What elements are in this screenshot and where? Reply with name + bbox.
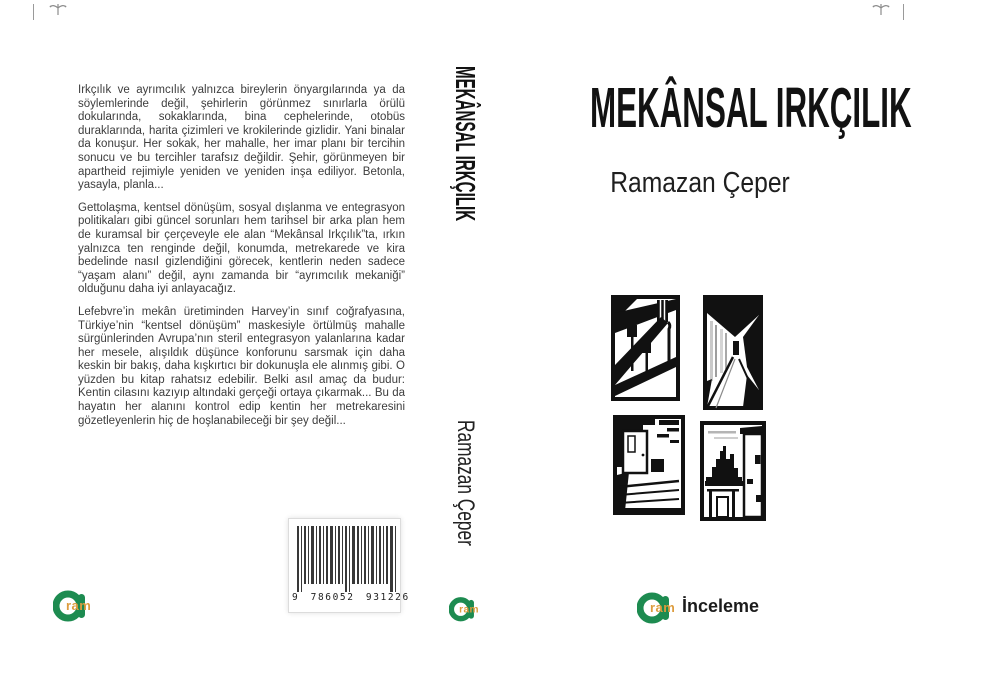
blurb-paragraph: Gettolaşma, kentsel dönüşüm, sosyal dışlanma ve entegrasyon politikaları gibi güncel sorunları hem tarihsel bir arka plan hem de kuramsal bir çerçeveyle ele alan “Mekânsal Irkçılık”ta, ırkın yalnızca ten renginde değil, konumda, metrekarede ve kira bedelinde nasıl gizlendiğini görecek, kentlerin neden sadece “yaşam alanı” değil, aynı zamanda bir “ayrımcılık mekaniği” olduğunu daha iyi anlayacağız. <box>78 201 405 296</box>
spine-title: MEKÂNSAL IRKÇILIK <box>450 66 481 222</box>
blurb-paragraph: Irkçılık ve ayrımcılık yalnızca bireylerin önyargılarında ya da söylemlerinde değil, şehirlerin görünmez sınırlarla örülü dokularında, sokaklarında, bina cephelerinde, otobüs duraklarında, harita çizimleri ve krokilerinde gizlidir. Yani binalar da konuşur. Her sokak, her mahalle, her imar planı bir tercihin sonucu ve bu tercihler tarafsız değildir. Şehir, görünmeyen bir apartheid rejimiyle yeniden ve yeniden inşa ediliyor. Betonla, yasayla, planla... <box>78 84 405 192</box>
logo-ram-text: ram <box>66 598 92 613</box>
aram-logo-spine <box>449 596 477 623</box>
illustration-grid <box>608 290 771 523</box>
blurb-paragraph: Lefebvre’in mekân üretiminden Harvey’in sınıf coğrafyasına, Türkiye’nin “kentsel dönüşüm” maskesiyle örtülmüş mahalle sürgünlerinden Avrupa’nın steril entegrasyon yalanlarına kadar her mesele, alışıldık düşünce konforunu sarsmak için daha keskin bir bakış, daha kışkırtıcı bir dokunuşla ele alınmış gibi. O yüzden bu kitap rahatsız edebilir. Belki asıl amaç da budur: Kentin cilasını kazıyıp altındaki gerçeği ortaya çıkarmak... Bu da hayatın her alanını kontrol edip kentin her metrekaresini gözetleyenlerin hiç de hoşlanabileceği bir şey değil... <box>78 305 405 427</box>
logo-ram-text: ram <box>650 600 676 615</box>
illustration-city-skyline <box>700 421 766 521</box>
book-title: MEKÂNSAL IRKÇILIK <box>590 76 912 140</box>
illustration-doorway-steps <box>613 415 685 515</box>
aram-logo-front <box>637 591 760 625</box>
illustration-beams-and-lamp <box>611 295 680 401</box>
registration-mark-icon <box>872 2 890 18</box>
isbn-number: 9 786052 931226 <box>292 592 410 603</box>
illustration-narrow-alley <box>703 295 763 410</box>
back-cover-blurb <box>78 84 405 437</box>
trim-mark-line <box>33 4 34 20</box>
registration-mark-icon <box>49 2 67 18</box>
logo-ram-text: ram <box>459 603 479 615</box>
trim-mark-line <box>903 4 904 20</box>
aram-logo-back <box>53 589 92 623</box>
book-author: Ramazan Çeper <box>610 167 790 199</box>
isbn-barcode <box>288 518 410 613</box>
spine-author: Ramazan Çeper <box>452 420 479 546</box>
imprint-label: İnceleme <box>682 596 760 616</box>
